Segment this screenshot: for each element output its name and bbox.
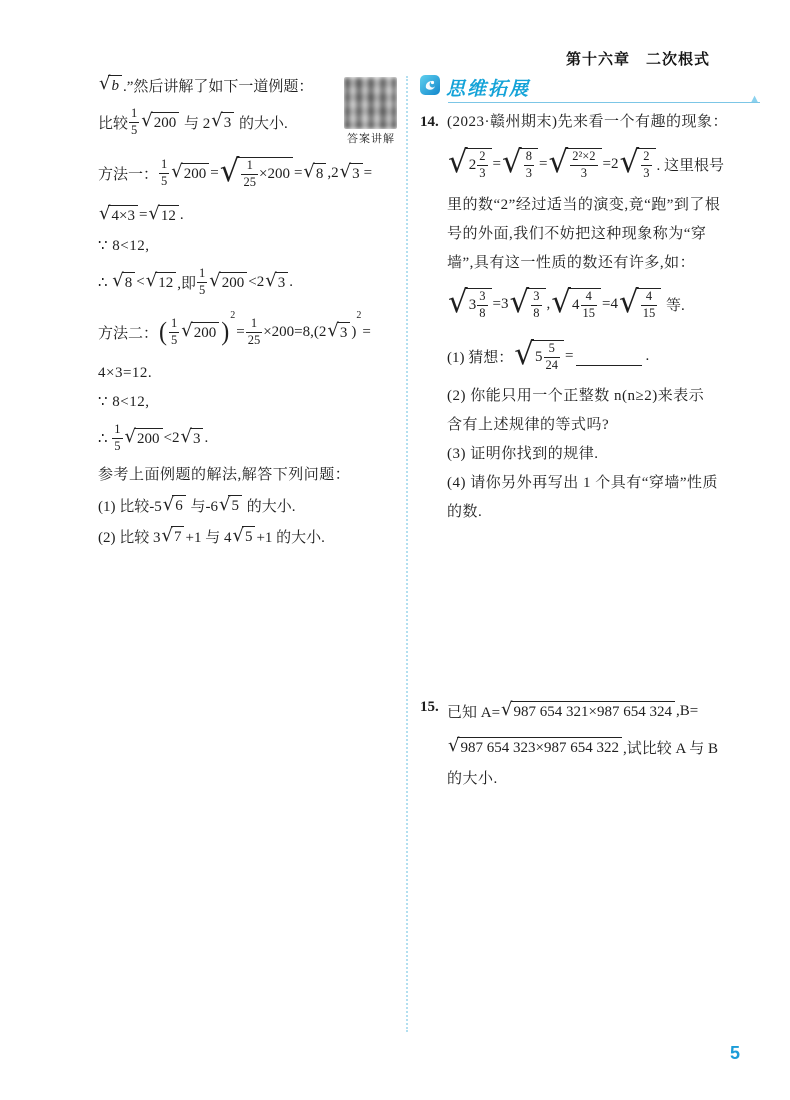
sqrt-radical (509, 283, 545, 321)
radical-sign: √ (141, 110, 153, 131)
sub-question-4-wrap: 的数. (447, 504, 483, 520)
math-text: . (204, 429, 209, 446)
radical-sign: √ (161, 524, 173, 546)
radical-sign: √ (619, 143, 640, 180)
radical-sign: √ (211, 110, 223, 131)
method2-line-2: 4×3=12. (98, 365, 153, 381)
section-swirl-icon (420, 75, 440, 100)
denominator: 15 (582, 305, 596, 320)
math-text: . (645, 347, 650, 364)
sqrt-radical (501, 701, 675, 722)
fraction (169, 317, 179, 348)
numerator: 1 (171, 315, 178, 330)
math-text: 等. (662, 297, 685, 314)
radicand: 8 (313, 163, 327, 184)
radicand: 3 (337, 322, 351, 343)
fraction (477, 150, 487, 181)
sqrt-radical (209, 272, 247, 293)
method1-line-2 (98, 198, 400, 232)
radicand: 6 (172, 495, 186, 516)
fraction (477, 290, 487, 321)
method2-because: ∵ 8<12, (98, 394, 150, 410)
intro-line-2 (98, 100, 400, 144)
fraction (246, 317, 263, 348)
sqrt-radical (219, 495, 242, 516)
math-text: 与 2 (180, 115, 211, 132)
question-text: +1 的大小. (256, 530, 325, 546)
radical-sign: √ (209, 270, 221, 291)
denominator: 5 (114, 438, 121, 453)
whole-part: 3 (468, 296, 477, 313)
denominator: 3 (570, 165, 597, 181)
sub-question-1 (447, 330, 762, 382)
math-text: <2 (248, 273, 265, 290)
radicand: 200 (219, 272, 248, 293)
radical-sign: √ (99, 73, 111, 94)
radical-sign: √ (448, 735, 460, 756)
math-text: = (210, 164, 219, 181)
math-text: ∴ (98, 430, 112, 447)
problem-text: 墙”,具有这一性质的数还有许多,如： (447, 255, 696, 271)
chapter-header: 第十六章 二次根式 (565, 51, 710, 68)
math-text: = (539, 155, 548, 172)
problem-text: (2023·赣州期末)先来看一个有趣的现象： (447, 114, 728, 130)
sub-question-4: (4) 请你另外再写出 1 个具有“穿墙”性质 (447, 475, 719, 491)
denominator: 5 (161, 173, 168, 188)
math-text: =3 (492, 295, 509, 312)
radicand: 3 (190, 428, 204, 449)
radical-sign: √ (303, 161, 315, 182)
math-text: , (546, 295, 551, 312)
method2-line-1 (98, 306, 400, 358)
intro-text: .”然后讲解了如下一道例题： (122, 78, 314, 95)
sqrt-radical (448, 283, 492, 321)
math-text: ∴ (98, 274, 112, 291)
math-text: = (565, 347, 574, 364)
problem-text: ,试比较 A 与 B (622, 740, 718, 757)
radicand: 200 (151, 112, 180, 133)
numerator: 3 (533, 288, 540, 303)
radicand: 987 654 323×987 654 322 (457, 737, 621, 758)
denominator: 25 (247, 332, 261, 347)
sqrt-radical (211, 112, 234, 133)
numerator: 1 (250, 315, 258, 330)
denominator: 8 (533, 305, 540, 320)
denominator: 5 (199, 282, 206, 297)
problem-number: 15. (420, 699, 439, 715)
qr-caption: 答案讲解 (347, 133, 395, 145)
radical-sign: √ (99, 203, 111, 224)
radical-sign: √ (618, 283, 639, 320)
radicand (637, 148, 655, 181)
radicand (237, 157, 292, 190)
radicand: 987 654 321×987 654 324 (511, 701, 675, 722)
question-text: (1) 猜想： (447, 349, 514, 366)
numerator: 1 (131, 105, 138, 120)
fraction (129, 107, 139, 138)
numerator: 3 (479, 288, 486, 303)
formula-line (447, 137, 762, 191)
math-text: =4 (602, 295, 618, 312)
numerator: 5 (548, 340, 555, 355)
math-text: ×200 (258, 165, 290, 182)
question-text: +1 与 4 (185, 530, 232, 546)
radical-sign: √ (548, 143, 569, 180)
radicand (520, 148, 538, 181)
fraction (544, 342, 561, 373)
radical-sign: √ (448, 143, 468, 180)
fraction (570, 150, 597, 181)
radical-sign: √ (181, 320, 193, 341)
triangle-marker-icon: ▲ (749, 93, 760, 105)
math-text: 比较 (98, 115, 129, 132)
radicand (527, 288, 545, 321)
fraction (531, 290, 541, 321)
section-header (420, 74, 762, 105)
problem-number: 14. (420, 114, 439, 130)
question-text: (1) 比较-5 (98, 499, 162, 515)
sqrt-radical (99, 75, 122, 96)
denominator: 25 (243, 174, 256, 189)
sub-question-2: (2) 你能只用一个正整数 n(n≥2)来表示 (447, 388, 705, 404)
fraction (197, 267, 207, 298)
fraction (581, 290, 598, 321)
radical-sign: √ (501, 143, 522, 180)
radicand: 3 (349, 163, 363, 184)
math-text: ×200=8,(2 (263, 323, 327, 340)
sqrt-radical (618, 283, 661, 321)
problem-text: ,B= (676, 702, 699, 719)
radical-sign: √ (551, 283, 572, 320)
method-label: 方法二： (98, 325, 159, 342)
denominator: 8 (479, 305, 486, 320)
sqrt-radical (148, 205, 178, 226)
math-text: ,即 (177, 275, 196, 292)
sqrt-radical (141, 112, 179, 133)
radical-sign: √ (265, 270, 277, 291)
radical-sign: √ (180, 426, 192, 447)
question-text: 的大小. (242, 499, 296, 515)
numerator: 1 (161, 156, 168, 171)
question-text: (2) 比较 3 (98, 530, 161, 546)
radicand: 4×3 (108, 205, 137, 226)
sqrt-radical (303, 163, 326, 184)
sqrt-radical (171, 163, 209, 184)
formula-line (447, 693, 762, 729)
method-label: 方法一： (98, 166, 159, 183)
sqrt-radical (99, 205, 138, 226)
numerator: 1 (114, 421, 121, 436)
radical-sign: √ (509, 283, 530, 320)
denominator: 5 (131, 122, 138, 137)
radicand (532, 340, 564, 373)
formula-line (447, 278, 762, 330)
sqrt-radical (146, 272, 176, 293)
math-text: = (363, 164, 373, 181)
fraction (641, 150, 651, 181)
sqrt-radical (265, 272, 288, 293)
radicand: 200 (134, 428, 163, 449)
whole-part: 5 (535, 348, 543, 365)
radical-sign: √ (112, 270, 124, 291)
section-title: 思维拓展 (446, 78, 531, 100)
sqrt-radical (448, 143, 492, 181)
denominator: 3 (525, 165, 532, 180)
sub-question-1 (98, 490, 400, 521)
radicand: 3 (275, 272, 289, 293)
numerator: 8 (525, 148, 532, 163)
column-divider (406, 76, 408, 1032)
reference-line: 参考上面例题的解法,解答下列问题： (98, 467, 351, 483)
math-text: 的大小. (235, 115, 288, 132)
numerator: 4 (585, 288, 592, 303)
sub-question-3: (3) 证明你找到的规律. (447, 446, 599, 462)
numerator: 1 (246, 157, 253, 172)
whole-part: 4 (572, 296, 580, 313)
sqrt-radical (112, 272, 135, 293)
sub-question-2-wrap: 含有上述规律的等式吗? (447, 417, 610, 433)
radicand (566, 148, 601, 181)
math-text: = (236, 323, 245, 340)
denominator: 24 (545, 357, 559, 372)
numerator: 2²×2 (572, 148, 596, 163)
denominator: 5 (171, 332, 178, 347)
fraction (112, 423, 122, 454)
fraction (241, 159, 258, 190)
radical-sign: √ (514, 335, 535, 372)
math-text: = (138, 206, 148, 223)
radical-sign: √ (162, 493, 175, 515)
problem-15 (420, 693, 762, 794)
numerator: 2 (643, 148, 650, 163)
radicand: 5 (228, 495, 242, 516)
sqrt-radical (548, 143, 601, 181)
numerator: 2 (479, 148, 486, 163)
radicand: 200 (181, 163, 210, 184)
numerator: 4 (645, 288, 653, 303)
sqrt-radical (232, 526, 255, 547)
math-text: <2 (163, 429, 180, 446)
radical-sign: √ (145, 270, 158, 291)
fraction (524, 150, 534, 181)
method1-line-1 (98, 148, 400, 198)
sqrt-radical (181, 322, 219, 343)
sqrt-radical (448, 737, 622, 758)
radical-sign: √ (448, 283, 468, 320)
math-text: =2 (602, 155, 619, 172)
radicand: 7 (171, 526, 185, 547)
sqrt-radical (163, 495, 186, 516)
big-paren-open: ( (159, 317, 168, 347)
left-column (98, 70, 400, 552)
radicand: 8 (122, 272, 136, 293)
problem-body (447, 108, 762, 527)
problem-text: 的大小. (447, 771, 498, 787)
problem-text: 号的外面,我们不妨把这种现象称为“穿 (447, 226, 707, 242)
denominator: 3 (479, 165, 486, 180)
sqrt-radical (219, 152, 293, 190)
question-text: 与-6 (186, 499, 218, 515)
formula-line (447, 729, 762, 765)
radicand (466, 148, 492, 181)
radical-sign: √ (148, 203, 160, 224)
problem-body (447, 693, 762, 794)
denominator: 15 (642, 305, 656, 320)
sqrt-radical (162, 526, 185, 547)
math-text: < (136, 273, 145, 290)
radicand: b (108, 75, 122, 96)
sqrt-radical (327, 322, 350, 343)
method1-therefore (98, 260, 400, 304)
radical-sign: √ (339, 161, 352, 182)
sqrt-radical (514, 335, 564, 373)
intro-line-1 (98, 70, 400, 100)
denominator: 3 (643, 165, 650, 180)
radical-sign: √ (124, 426, 137, 447)
radical-sign: √ (218, 493, 231, 515)
sub-question-2 (98, 521, 400, 552)
problem-text: 已知 A= (447, 704, 501, 721)
math-text: . (289, 273, 293, 290)
radical-sign: √ (501, 699, 513, 720)
math-text: ) (351, 323, 357, 340)
answer-blank (576, 365, 642, 366)
math-text: = (492, 155, 501, 172)
math-text: ,2 (327, 164, 339, 181)
method2-therefore (98, 416, 400, 460)
page-number: 5 (729, 1043, 740, 1063)
radicand (637, 288, 662, 321)
sqrt-radical (501, 143, 538, 181)
exponent: 2 (230, 310, 236, 321)
whole-part: 2 (468, 156, 477, 173)
problem-text: 里的数“2”经过适当的演变,竟“跑”到了根 (447, 197, 721, 213)
exponent: 2 (356, 310, 362, 321)
radicand (466, 288, 492, 321)
sqrt-radical (340, 163, 363, 184)
radical-sign: √ (327, 320, 339, 341)
radicand: 3 (221, 112, 235, 133)
math-text: . 这里根号 (656, 157, 725, 174)
big-paren-close: ) (221, 317, 230, 347)
radicand: 5 (242, 526, 256, 547)
radicand: 12 (158, 205, 179, 226)
section-underline (448, 102, 760, 104)
sqrt-radical (619, 143, 656, 181)
math-text: . (179, 206, 184, 223)
sqrt-radical (551, 283, 601, 321)
sqrt-radical (181, 428, 204, 449)
radicand: 12 (155, 272, 176, 293)
math-text: = (362, 323, 371, 340)
radicand (569, 288, 601, 321)
method1-because: ∵ 8<12, (98, 238, 150, 254)
radical-sign: √ (171, 161, 183, 182)
fraction (159, 158, 169, 189)
math-text: = (293, 164, 303, 181)
numerator: 1 (199, 265, 206, 280)
sqrt-radical (125, 428, 163, 449)
radicand: 200 (191, 322, 220, 343)
radical-sign: √ (219, 152, 240, 189)
problem-14 (420, 108, 762, 527)
radical-sign: √ (232, 524, 244, 546)
fraction (641, 290, 658, 321)
right-column (420, 74, 762, 794)
